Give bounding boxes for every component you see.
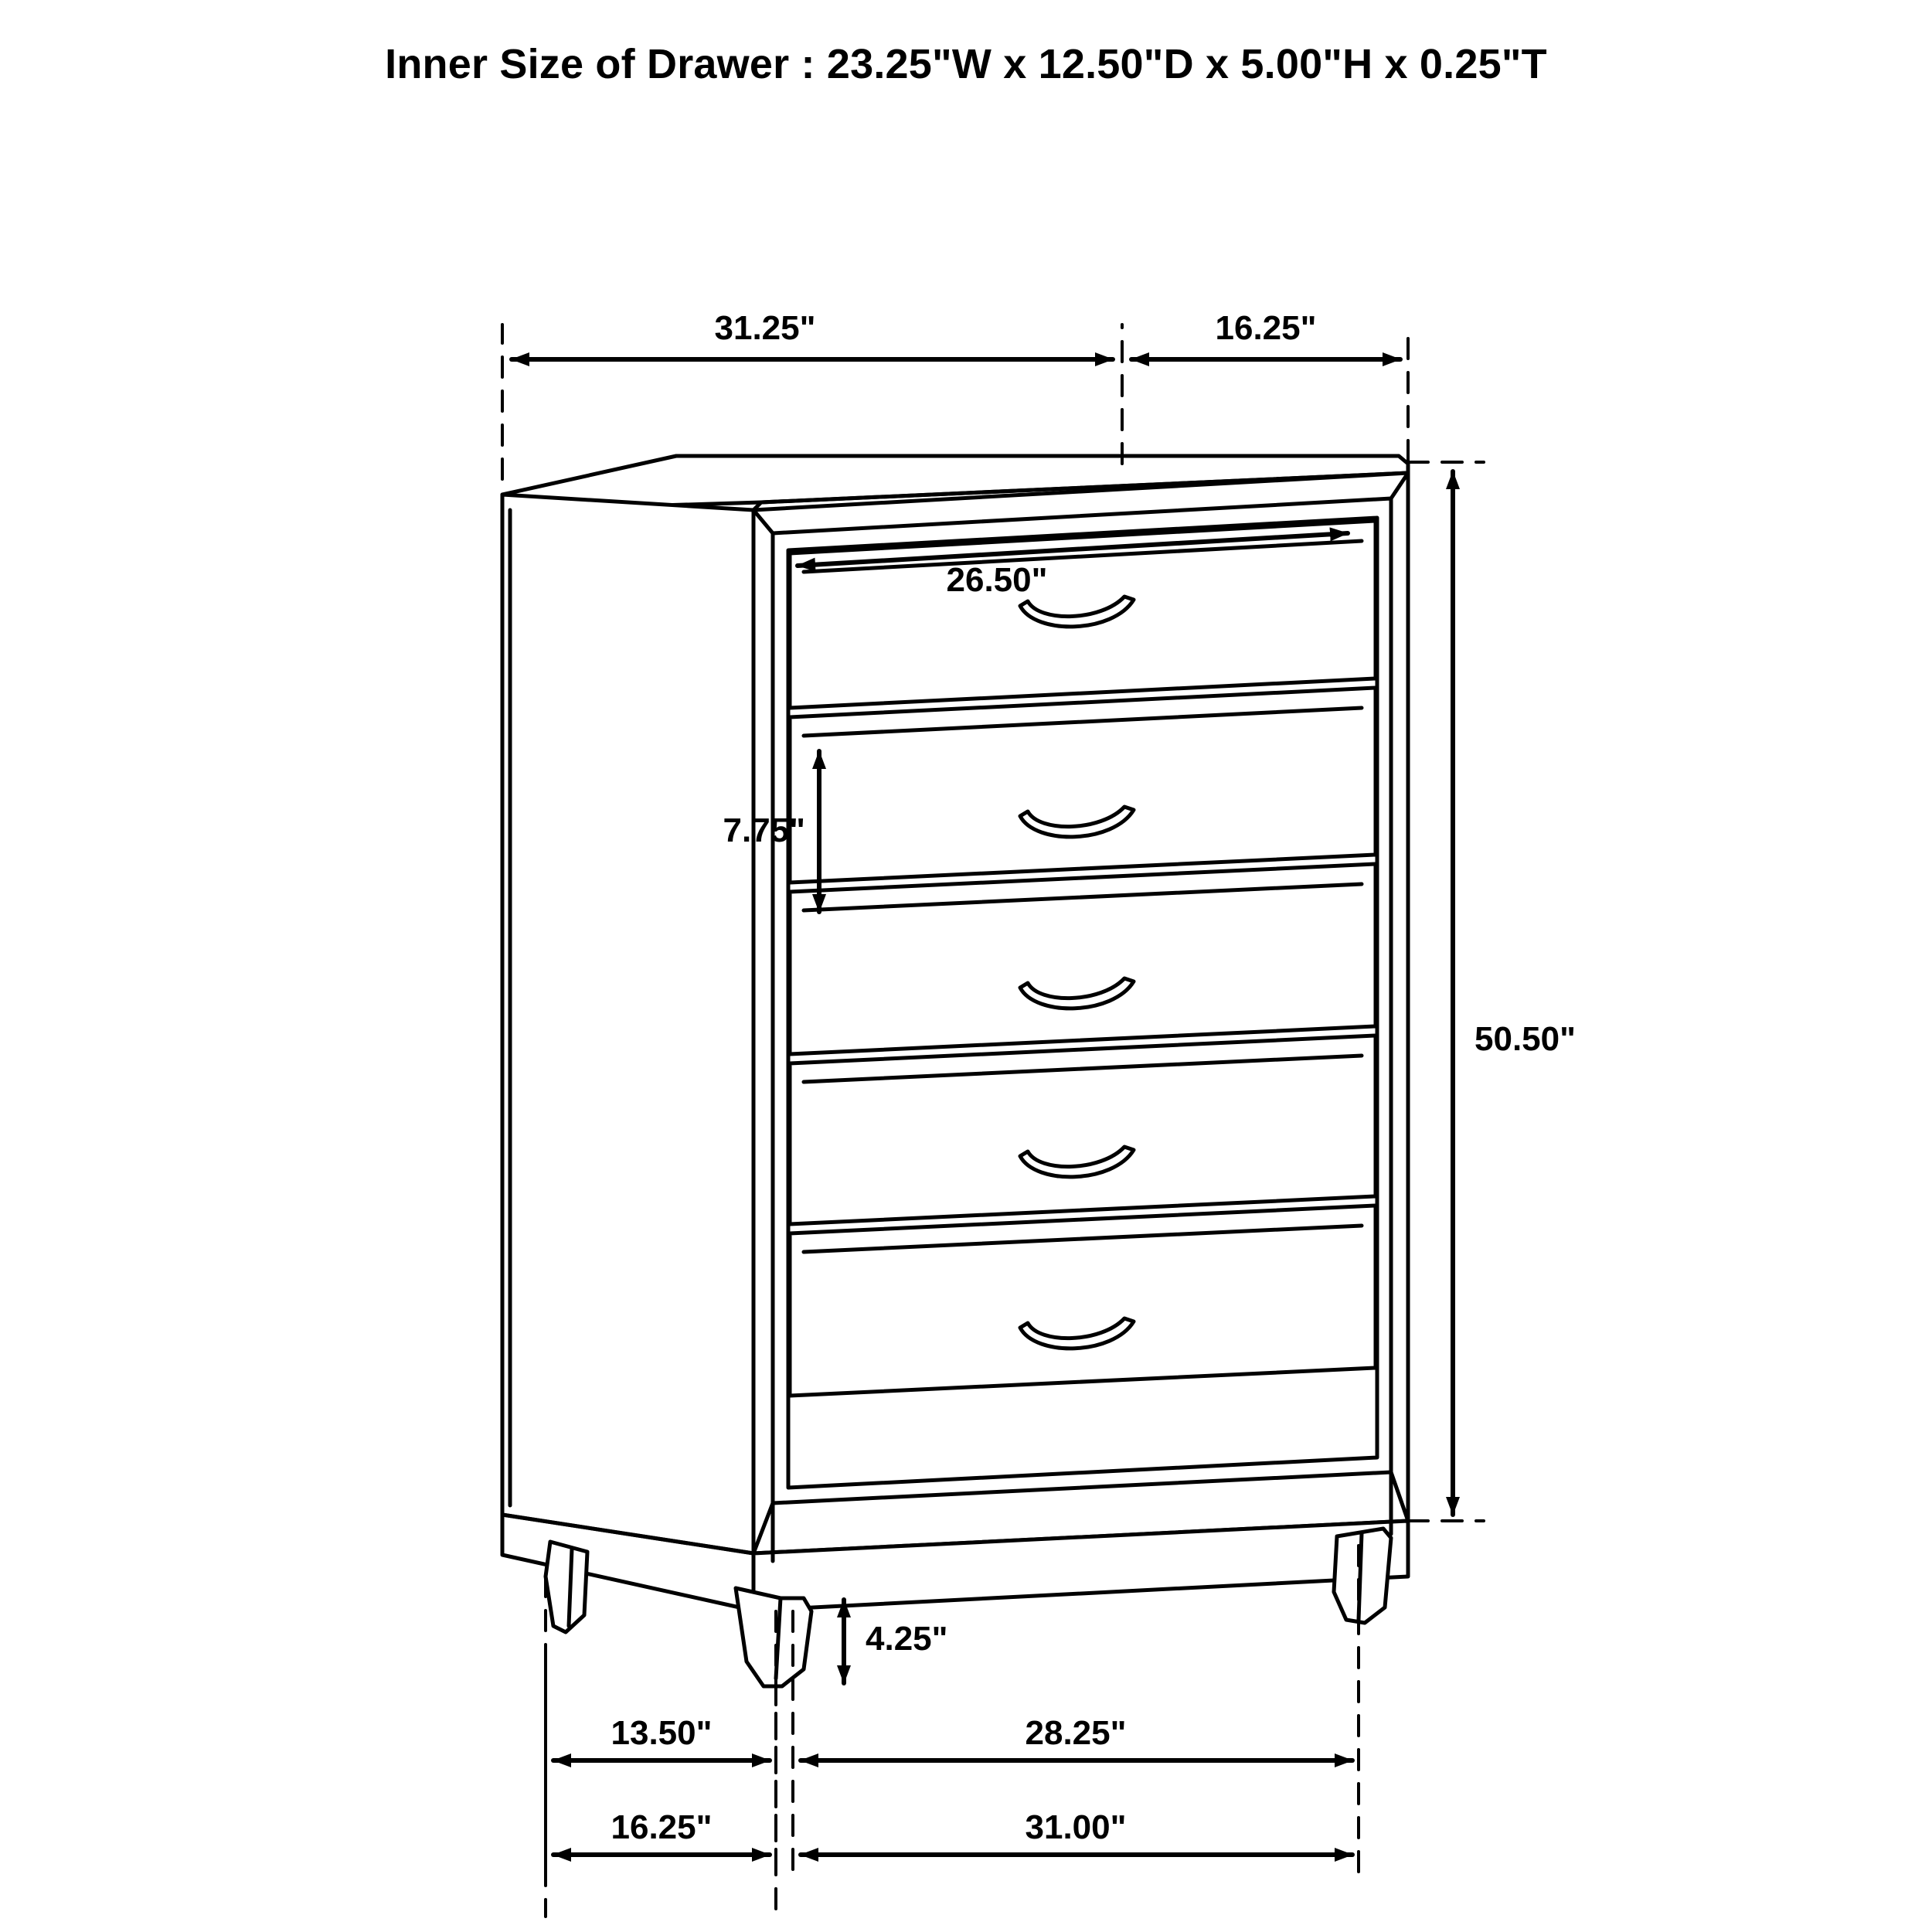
dim-label-bottom-front-width: 31.00" — [1025, 1808, 1127, 1846]
dim-label-leg-height: 4.25" — [866, 1620, 948, 1658]
dim-label-front-width-top: 31.25" — [714, 309, 816, 347]
dim-label-drawer-height: 7.75" — [723, 811, 805, 849]
dim-label-side-depth-top: 16.25" — [1215, 309, 1317, 347]
dim-label-overall-height: 50.50" — [1475, 1020, 1576, 1058]
dim-label-drawer-front-width: 26.50" — [946, 561, 1048, 599]
dim-label-base-front-width: 28.25" — [1025, 1714, 1127, 1752]
dim-label-base-side-depth: 13.50" — [611, 1714, 713, 1752]
page-title: Inner Size of Drawer : 23.25"W x 12.50"D x 5.00"H x 0.25"T — [385, 41, 1547, 87]
dim-label-bottom-side-depth: 16.25" — [611, 1808, 713, 1846]
